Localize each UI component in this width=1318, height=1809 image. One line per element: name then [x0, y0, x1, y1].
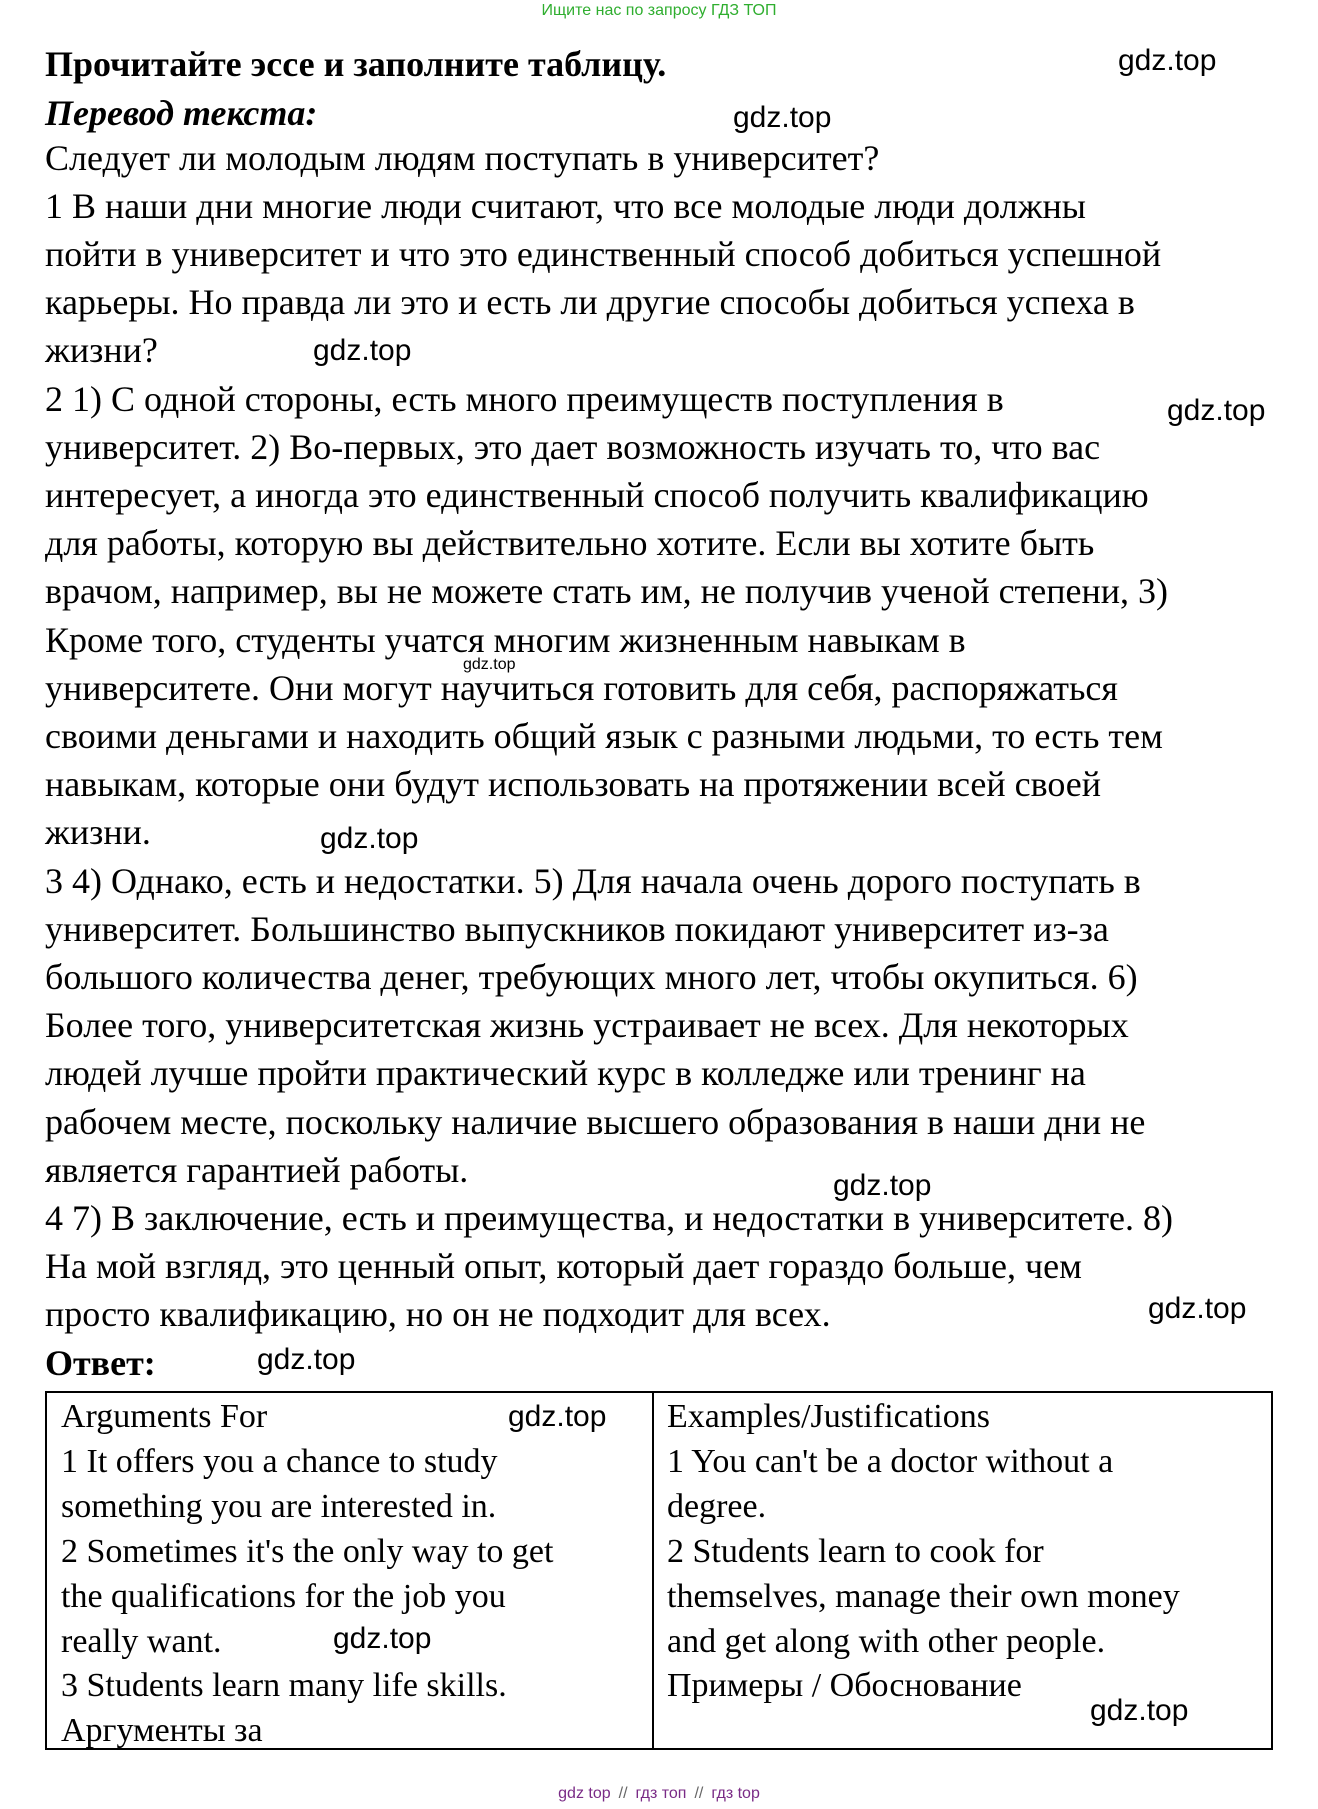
examples-cell-line: Examples/Justifications — [667, 1398, 990, 1435]
bottom-banner-link[interactable]: gdz top — [558, 1785, 611, 1802]
translation-heading: Перевод текста: — [45, 93, 318, 133]
watermark: gdz.top — [1167, 394, 1266, 427]
essay-line: жизни. — [45, 812, 151, 852]
bottom-banner-separator: // — [618, 1785, 628, 1802]
essay-line: Кроме того, студенты учатся многим жизненным навыкам в — [45, 620, 966, 660]
essay-line: 2 1) С одной стороны, есть много преимуществ поступления в — [45, 379, 1004, 419]
watermark: gdz.top — [1090, 1694, 1189, 1727]
essay-line: интересует, а иногда это единственный способ получить квалификацию — [45, 475, 1149, 515]
examples-cell-line: 1 You can't be a doctor without a — [667, 1443, 1114, 1480]
essay-line: большого количества денег, требующих много лет, чтобы окупиться. 6) — [45, 957, 1138, 997]
essay-line: для работы, которую вы действительно хотите. Если вы хотите быть — [45, 523, 1095, 563]
table-column-divider — [652, 1393, 654, 1748]
arguments-for-cell-line: 1 It offers you a chance to study — [61, 1443, 498, 1480]
essay-line: просто квалификацию, но он не подходит для всех. — [45, 1294, 831, 1334]
watermark: gdz.top — [320, 822, 419, 855]
essay-line: является гарантией работы. — [45, 1150, 469, 1190]
watermark: gdz.top — [463, 656, 516, 673]
task-heading: Прочитайте эссе и заполните таблицу. — [45, 44, 667, 84]
examples-cell-line: 2 Students learn to cook for — [667, 1533, 1044, 1570]
bottom-banner — [0, 1783, 1318, 1805]
bottom-banner-link[interactable]: гдз top — [711, 1785, 760, 1802]
essay-line: На мой взгляд, это ценный опыт, который дает гораздо больше, чем — [45, 1246, 1082, 1286]
essay-line: 1 В наши дни многие люди считают, что все молодые люди должны — [45, 186, 1086, 226]
essay-line: 3 4) Однако, есть и недостатки. 5) Для начала очень дорого поступать в — [45, 861, 1141, 901]
watermark: gdz.top — [733, 101, 832, 134]
bottom-banner-separator: // — [694, 1785, 704, 1802]
watermark: gdz.top — [313, 334, 412, 367]
arguments-for-cell-line: 2 Sometimes it's the only way to get — [61, 1533, 554, 1570]
watermark: gdz.top — [1148, 1292, 1247, 1325]
essay-line: врачом, например, вы не можете стать им, не получив ученой степени, 3) — [45, 571, 1169, 611]
essay-line: университете. Они могут научиться готовить для себя, распоряжаться — [45, 668, 1118, 708]
essay-line: 4 7) В заключение, есть и преимущества, и недостатки в университете. 8) — [45, 1198, 1174, 1238]
answer-heading: Ответ: — [45, 1343, 156, 1383]
essay-line: рабочем месте, поскольку наличие высшего образования в наши дни не — [45, 1102, 1146, 1142]
essay-line: Более того, университетская жизнь устраивает не всех. Для некоторых — [45, 1005, 1129, 1045]
examples-cell-line: themselves, manage their own money — [667, 1578, 1180, 1615]
arguments-for-cell-line: the qualifications for the job you — [61, 1578, 506, 1615]
arguments-for-cell-line: something you are interested in. — [61, 1488, 497, 1525]
essay-line: Следует ли молодым людям поступать в университет? — [45, 138, 880, 178]
arguments-for-cell-line: Arguments For — [61, 1398, 268, 1435]
arguments-for-cell-line: Аргументы за — [61, 1712, 263, 1749]
essay-line: университет. 2) Во-первых, это дает возможность изучать то, что вас — [45, 427, 1101, 467]
watermark: gdz.top — [333, 1622, 432, 1655]
arguments-for-cell-line: really want. — [61, 1623, 222, 1660]
essay-line: людей лучше пройти практический курс в колледже или тренинг на — [45, 1053, 1086, 1093]
essay-line: своими деньгами и находить общий язык с разными людьми, то есть тем — [45, 716, 1163, 756]
examples-cell-line: degree. — [667, 1488, 767, 1525]
essay-line: пойти в университет и что это единственный способ добиться успешной — [45, 234, 1162, 274]
essay-line: жизни? — [45, 330, 158, 370]
answer-table — [45, 1391, 1273, 1750]
examples-cell-line: and get along with other people. — [667, 1623, 1106, 1660]
essay-line: университет. Большинство выпускников покидают университет из-за — [45, 909, 1109, 949]
top-banner[interactable]: Ищите нас по запросу ГДЗ ТОП — [541, 2, 777, 19]
bottom-banner-link[interactable]: гдз топ — [635, 1785, 687, 1802]
watermark: gdz.top — [833, 1169, 932, 1202]
examples-cell-line: Примеры / Обоснование — [667, 1667, 1022, 1704]
watermark: gdz.top — [508, 1400, 607, 1433]
arguments-for-cell-line: 3 Students learn many life skills. — [61, 1667, 507, 1704]
essay-line: навыкам, которые они будут использовать на протяжении всей своей — [45, 764, 1102, 804]
watermark: gdz.top — [1118, 44, 1217, 77]
essay-line: карьеры. Но правда ли это и есть ли другие способы добиться успеха в — [45, 282, 1135, 322]
watermark: gdz.top — [257, 1343, 356, 1376]
